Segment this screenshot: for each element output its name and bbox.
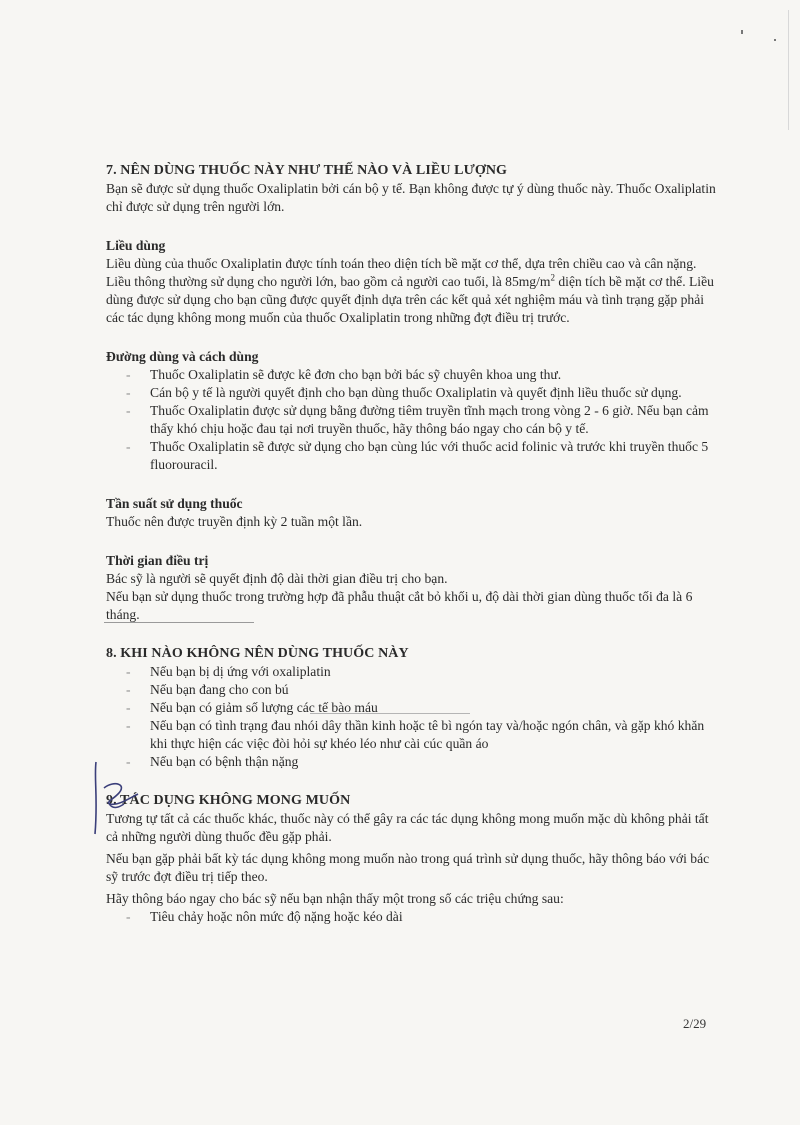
- list-item: - Thuốc Oxaliplatin sẽ được sử dụng cho bạn cùng lúc với thuốc acid folinic và trước khi truyền thuốc 5 fluorouracil.: [106, 438, 716, 474]
- list-item: - Nếu bạn đang cho con bú: [106, 681, 716, 699]
- dose-paragraph-2-start: Liều thông thường sử dụng cho người lớn, bao gồm cả người cao tuổi, là 85mg/m: [106, 274, 551, 289]
- list-item: - Tiêu chảy hoặc nôn mức độ nặng hoặc kéo dài: [106, 908, 716, 926]
- side-effects-list: [106, 908, 716, 926]
- section-7-intro: Bạn sẽ được sử dụng thuốc Oxaliplatin bởi cán bộ y tế. Bạn không được tự ý dùng thuốc này. Thuốc Oxaliplatin chỉ được sử dụng trên người lớn.: [106, 181, 716, 214]
- side-effects-paragraph-1: Tương tự tất cả các thuốc khác, thuốc này có thể gây ra các tác dụng không mong muốn mặc dù không phải tất cả những người dùng thuốc đều gặp phải.: [106, 811, 709, 844]
- list-item: - Nếu bạn bị dị ứng với oxaliplatin: [106, 663, 716, 681]
- list-item: - Nếu bạn có tình trạng đau nhói dây thần kinh hoặc tê bì ngón tay và/hoặc ngón chân, và gặp khó khăn khi thực hiện các việc đòi hỏi sự khéo léo như cài cúc quần áo: [106, 717, 716, 753]
- list-item: - Thuốc Oxaliplatin được sử dụng bằng đường tiêm truyền tĩnh mạch trong vòng 2 - 6 giờ. Nếu bạn cảm thấy khó chịu hoặc đau tại nơi truyền thuốc, hãy thông báo ngay cho cán bộ y tế.: [106, 402, 716, 438]
- route-heading: Đường dùng và cách dùng: [106, 349, 259, 364]
- scan-speck: [741, 30, 743, 34]
- section-7-heading: 7. NÊN DÙNG THUỐC NÀY NHƯ THẾ NÀO VÀ LIỀU LƯỢNG: [106, 163, 508, 178]
- contraindication-list: [106, 663, 716, 771]
- dose-paragraph-2: [106, 273, 716, 327]
- scan-speck: [788, 10, 789, 130]
- frequency-text: Thuốc nên được truyền định kỳ 2 tuần một lần.: [106, 514, 363, 529]
- duration-paragraph-2: Nếu bạn sử dụng thuốc trong trường hợp đã phẫu thuật cắt bỏ khối u, độ dài thời gian dùng thuốc tối đa là 6 tháng.: [106, 589, 693, 622]
- list-item: - Nếu bạn có giảm số lượng các tế bào máu: [106, 699, 716, 717]
- route-list: [106, 366, 716, 474]
- list-item: - Thuốc Oxaliplatin sẽ được kê đơn cho bạn bởi bác sỹ chuyên khoa ung thư.: [106, 366, 716, 384]
- scan-speck: [774, 39, 776, 41]
- duration-paragraph-1: Bác sỹ là người sẽ quyết định độ dài thời gian điều trị cho bạn.: [106, 571, 448, 586]
- side-effects-paragraph-2: Nếu bạn gặp phải bất kỳ tác dụng không mong muốn nào trong quá trình sử dụng thuốc, hãy thông báo với bác sỹ trước đợt điều trị tiếp theo.: [106, 851, 710, 884]
- list-item: - Cán bộ y tế là người quyết định cho bạn dùng thuốc Oxaliplatin và quyết định liều thuốc sử dụng.: [106, 384, 716, 402]
- dose-heading: Liều dùng: [106, 238, 166, 253]
- list-item: - Nếu bạn có bệnh thận nặng: [106, 753, 716, 771]
- page-number: 2/29: [683, 1016, 707, 1031]
- section-9-heading: 9. TÁC DỤNG KHÔNG MONG MUỐN: [106, 793, 351, 808]
- duration-heading: Thời gian điều trị: [106, 553, 209, 568]
- frequency-heading: Tần suất sử dụng thuốc: [106, 496, 243, 511]
- side-effects-paragraph-3: Hãy thông báo ngay cho bác sỹ nếu bạn nhận thấy một trong số các triệu chứng sau:: [106, 891, 564, 906]
- document-body: [106, 162, 716, 926]
- section-8-heading: 8. KHI NÀO KHÔNG NÊN DÙNG THUỐC NÀY: [106, 646, 409, 661]
- dose-paragraph-2-end: diện tích bề mặt cơ thể. Liều dùng được sử dụng cho bạn cũng được quyết định dựa trên các kết quả xét nghiệm máu và tình trạng gặp phải các tác dụng không mong muốn của thuốc Oxaliplatin trong những đợt điều trị trước.: [106, 274, 714, 325]
- handwritten-signature: [84, 758, 144, 838]
- dose-unit-superscript: 2: [550, 272, 555, 283]
- dose-paragraph-1: Liều dùng của thuốc Oxaliplatin được tính toán theo diện tích bề mặt cơ thể, dựa trên chiều cao và cân nặng.: [106, 256, 697, 271]
